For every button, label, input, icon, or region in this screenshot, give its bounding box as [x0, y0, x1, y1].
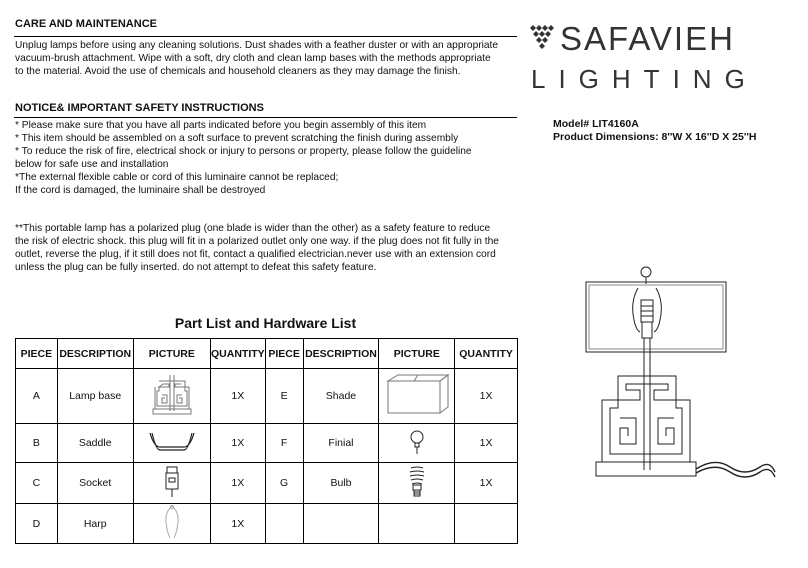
product-dimensions: Product Dimensions: 8''W X 16''D X 25''H — [553, 131, 757, 143]
safety-rule — [14, 117, 517, 118]
description-cell: Finial — [303, 424, 379, 463]
quantity-cell — [455, 504, 518, 544]
table-row — [16, 424, 518, 463]
quantity-cell: 1X — [455, 463, 518, 504]
table-header-row — [16, 339, 518, 369]
chandelier-logo-icon — [527, 22, 561, 52]
piece-cell: B — [16, 424, 58, 463]
description-cell — [303, 504, 379, 544]
description-cell: Harp — [57, 504, 133, 544]
description-cell: Saddle — [57, 424, 133, 463]
quantity-cell: 1X — [211, 463, 266, 504]
column-header: QUANTITY — [211, 339, 266, 369]
column-header: PIECE — [16, 339, 58, 369]
column-header: PICTURE — [133, 339, 210, 369]
care-text — [15, 39, 498, 78]
piece-cell: E — [265, 369, 303, 424]
bulb-icon — [407, 465, 427, 499]
column-header: DESCRIPTION — [57, 339, 133, 369]
quantity-cell: 1X — [455, 424, 518, 463]
logo — [527, 22, 561, 57]
care-line: vacuum-brush attachment. Wipe with a soft, dry cloth and clean lamp bases with the methods appropriate — [15, 53, 491, 65]
safety-text — [15, 119, 472, 198]
safety-line: below for safe use and installation — [15, 159, 169, 171]
picture-cell — [379, 369, 455, 424]
picture-cell — [379, 424, 455, 463]
description-cell: Lamp base — [57, 369, 133, 424]
plug-line: **This portable lamp has a polarized plug (one blade is wider than the other) as a safety feature to reduce — [15, 223, 491, 234]
model-number: Model# LIT4160A — [553, 118, 639, 130]
picture-cell — [133, 463, 210, 504]
piece-cell: F — [265, 424, 303, 463]
safety-line: * This item should be assembled on a soft surface to prevent scratching the finish during assembly — [15, 133, 459, 145]
piece-cell: A — [16, 369, 58, 424]
safety-line: If the cord is damaged, the luminaire shall be destroyed — [15, 185, 266, 197]
lamp-assembly-drawing — [580, 262, 780, 562]
socket-icon — [162, 465, 182, 499]
quantity-cell: 1X — [211, 369, 266, 424]
piece-cell: G — [265, 463, 303, 504]
parts-table — [15, 338, 518, 544]
care-line: Unplug lamps before using any cleaning solutions. Dust shades with a feather duster or with an appropriate — [15, 40, 499, 51]
picture-cell — [133, 504, 210, 544]
care-rule — [14, 36, 517, 37]
lamp-base-icon — [147, 373, 197, 417]
table-row — [16, 463, 518, 504]
plug-notice — [15, 222, 499, 274]
piece-cell: D — [16, 504, 58, 544]
finial-icon — [407, 427, 427, 457]
safety-line: * To reduce the risk of fire, electrical shock or injury to persons or property, please follow the guideline — [15, 146, 472, 158]
saddle-icon — [146, 429, 198, 455]
plug-line: the risk of electric shock. this plug will fit in a polarized outlet only one way. if the plug does not fit fully in the — [15, 236, 499, 248]
picture-cell — [133, 424, 210, 463]
column-header: PICTURE — [379, 339, 455, 369]
logo-word-lighting: LIGHTING — [531, 64, 758, 94]
care-line: to the material. Avoid the use of chemicals and household cleaners as they may damage the finish. — [15, 66, 461, 78]
column-header: QUANTITY — [455, 339, 518, 369]
piece-cell: C — [16, 463, 58, 504]
harp-icon — [161, 504, 183, 540]
quantity-cell: 1X — [211, 504, 266, 544]
safety-line: * Please make sure that you have all parts indicated before you begin assembly of this item — [15, 120, 427, 131]
quantity-cell: 1X — [211, 424, 266, 463]
description-cell: Shade — [303, 369, 379, 424]
shade-icon — [384, 373, 450, 417]
logo-word-safavieh: SAFAVIEH — [560, 20, 735, 57]
picture-cell — [379, 504, 455, 544]
table-row — [16, 369, 518, 424]
care-heading: CARE AND MAINTENANCE — [15, 18, 157, 30]
parts-table-title: Part List and Hardware List — [174, 315, 357, 331]
plug-line: unless the plug can be fully inserted. do not attempt to defeat this safety feature. — [15, 262, 377, 274]
description-cell: Bulb — [303, 463, 379, 504]
column-header: DESCRIPTION — [303, 339, 379, 369]
description-cell: Socket — [57, 463, 133, 504]
picture-cell — [133, 369, 210, 424]
column-header: PIECE — [265, 339, 303, 369]
safety-line: *The external flexible cable or cord of this luminaire cannot be replaced; — [15, 172, 339, 184]
safety-heading: NOTICE& IMPORTANT SAFETY INSTRUCTIONS — [15, 102, 264, 114]
piece-cell — [265, 504, 303, 544]
plug-line: outlet, reverse the plug, if it still does not fit, contact a qualified electrician.never use with an extension cord — [15, 249, 496, 261]
picture-cell — [379, 463, 455, 504]
table-row — [16, 504, 518, 544]
quantity-cell: 1X — [455, 369, 518, 424]
